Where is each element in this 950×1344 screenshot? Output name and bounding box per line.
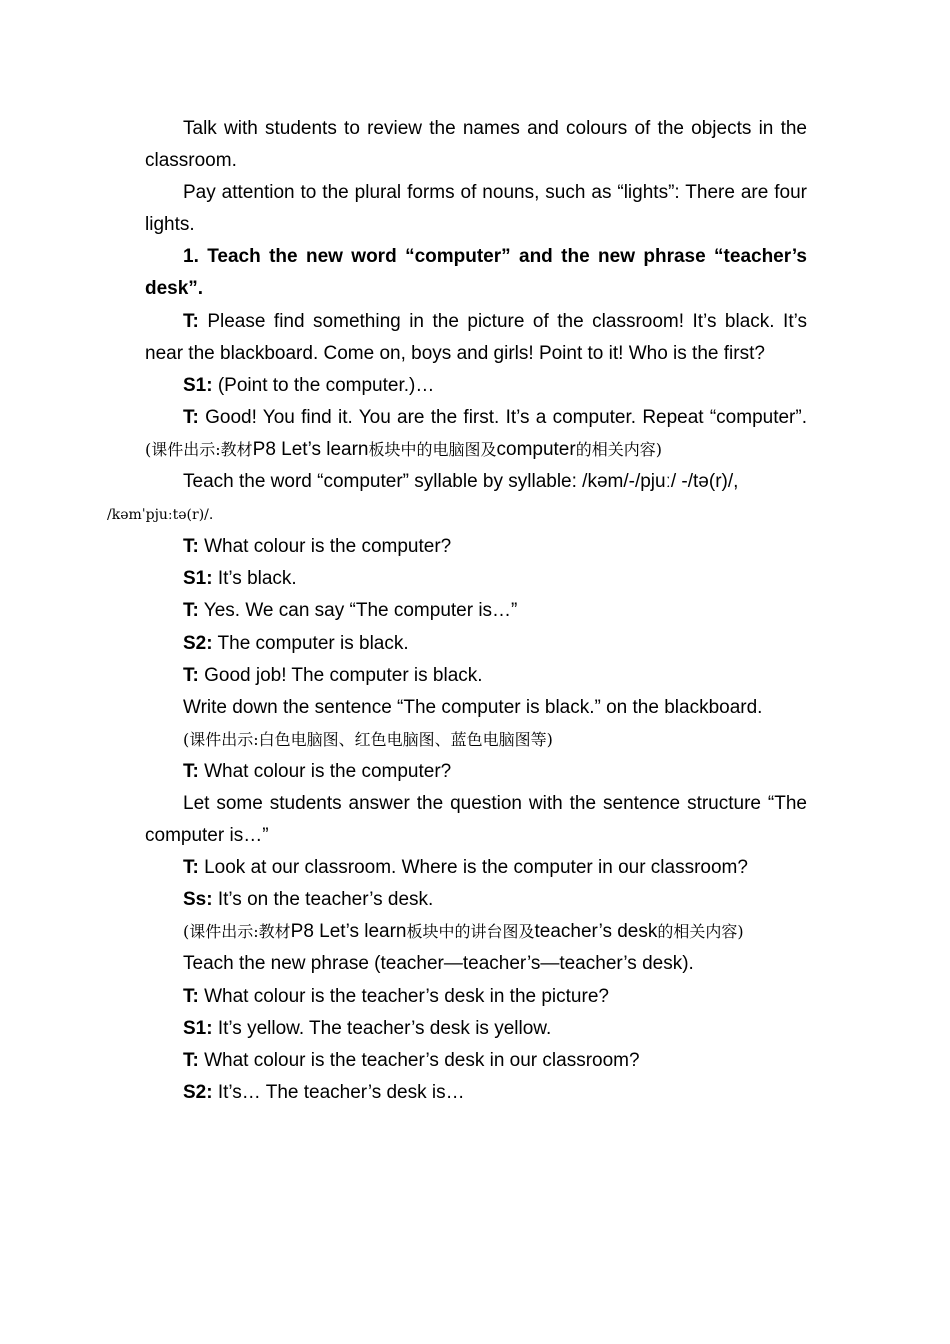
dialogue-text: It’s black. (217, 568, 297, 590)
speaker-label: Ss: (183, 889, 213, 911)
dialogue-text: It’s… The teacher’s desk is… (217, 1081, 465, 1103)
dialogue-text: What colour is the teacher’s desk in the picture? (204, 985, 609, 1007)
dialogue-line (145, 628, 807, 660)
dialogue-line (145, 1045, 807, 1077)
courseware-note-en: P8 Let’s learn (290, 921, 407, 943)
courseware-note: (课件出示:教材 (145, 439, 253, 459)
speaker-label: T: (183, 760, 199, 782)
document-body (107, 113, 807, 1109)
dialogue-line (145, 660, 807, 692)
courseware-note: (课件出示:白色电脑图、红色电脑图、蓝色电脑图等) (183, 729, 553, 749)
courseware-note: 的相关内容) (575, 439, 662, 459)
dialogue-text: It’s yellow. The teacher’s desk is yellow. (217, 1017, 552, 1039)
paragraph-plural (145, 177, 807, 241)
dialogue-line (145, 1013, 807, 1045)
paragraph-text: Teach the new phrase (teacher—teacher’s—teacher’s desk). (183, 953, 694, 975)
courseware-note-en: teacher’s desk (534, 921, 658, 943)
speaker-label: T: (183, 857, 199, 879)
paragraph-text: Teach the word “computer” syllable by syllable: /kəm/-/pjuː/ -/tə(r)/, (183, 471, 739, 493)
dialogue-text: (Point to the computer.)… (217, 374, 435, 396)
speaker-label: T: (183, 1049, 199, 1071)
dialogue-line (145, 531, 807, 563)
speaker-label: S2: (183, 632, 213, 654)
dialogue-text: What colour is the teacher’s desk in our classroom? (204, 1049, 640, 1071)
paragraph-review (145, 113, 807, 177)
paragraph-text: Talk with students to review the names and colours of the objects in the classroom. (145, 118, 807, 172)
speaker-label: T: (183, 664, 199, 686)
heading-text: 1. Teach the new word “computer” and the new phrase “teacher’s desk”. (145, 246, 807, 300)
speaker-label: T: (183, 600, 199, 622)
speaker-label: T: (183, 536, 199, 558)
courseware-note: 板块中的讲台图及 (406, 922, 535, 942)
dialogue-line (145, 852, 807, 884)
dialogue-text: Yes. We can say “The computer is…” (203, 600, 518, 622)
paragraph-text: Pay attention to the plural forms of nouns, such as “lights”: There are four lights. (145, 182, 807, 236)
dialogue-text: Good! You find it. You are the first. It’s a computer. Repeat “computer”. (205, 406, 807, 428)
courseware-note: 板块中的电脑图及 (368, 439, 497, 459)
dialogue-line (145, 370, 807, 402)
paragraph-structure (145, 788, 807, 852)
dialogue-line (145, 595, 807, 627)
courseware-paragraph (145, 724, 807, 756)
courseware-note: (课件出示:教材 (183, 922, 291, 942)
dialogue-line (145, 306, 807, 370)
dialogue-line (145, 563, 807, 595)
dialogue-text: Look at our classroom. Where is the computer in our classroom? (204, 857, 748, 879)
dialogue-text: What colour is the computer? (204, 760, 452, 782)
courseware-note: 的相关内容) (657, 922, 744, 942)
dialogue-line (145, 756, 807, 788)
speaker-label: S1: (183, 568, 213, 590)
dialogue-line (145, 402, 807, 466)
dialogue-text: It’s on the teacher’s desk. (217, 889, 434, 911)
phonetic-transcription: /kəmˈpjuːtə(r)/. (107, 507, 214, 524)
paragraph-syllables (107, 466, 807, 531)
paragraph-text: Write down the sentence “The computer is black.” on the blackboard. (183, 696, 763, 718)
speaker-label: T: (183, 406, 199, 428)
dialogue-line (145, 981, 807, 1013)
dialogue-line (145, 884, 807, 916)
courseware-note-en: P8 Let’s learn (252, 438, 369, 460)
dialogue-text: Good job! The computer is black. (204, 664, 483, 686)
section-heading (145, 241, 807, 305)
courseware-note-en: computer (496, 438, 576, 460)
dialogue-text: Please find something in the picture of the classroom! It’s black. It’s near the blackboard. Come on, boys and girls! Point to it! Who is the first? (145, 310, 807, 364)
speaker-label: S1: (183, 1017, 213, 1039)
dialogue-text: The computer is black. (217, 632, 409, 654)
paragraph-phrase (145, 948, 807, 980)
dialogue-text: What colour is the computer? (204, 536, 452, 558)
paragraph-text: Let some students answer the question with the sentence structure “The computer is…” (145, 792, 807, 847)
courseware-paragraph (145, 916, 807, 948)
speaker-label: T: (183, 985, 199, 1007)
speaker-label: S2: (183, 1081, 213, 1103)
paragraph-write-down (145, 692, 807, 724)
dialogue-line (145, 1077, 807, 1109)
speaker-label: S1: (183, 374, 213, 396)
speaker-label: T: (183, 310, 199, 332)
